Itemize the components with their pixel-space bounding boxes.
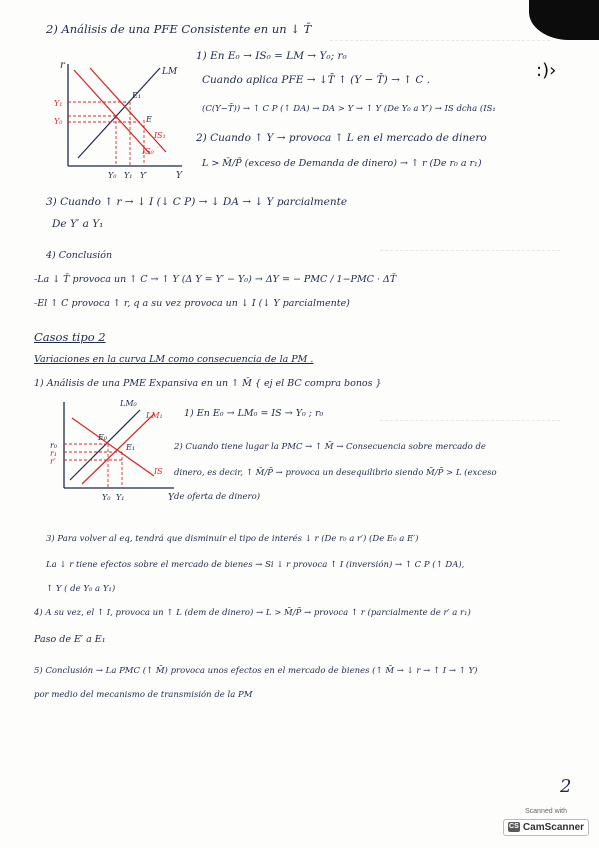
rprime-label: r′ — [50, 457, 56, 466]
text-line: 3) Para volver al eq, tendrá que disminuir el tipo de interés ↓ r (De r₀ a r′) (De E₀ a E′) — [46, 534, 419, 544]
x-y0-label: Y₀ — [102, 493, 111, 502]
camscanner-watermark — [502, 808, 590, 842]
margin-mark: :)› — [536, 60, 557, 81]
text-line: La ↓ r tiene efectos sobre el mercado de bienes → Si ↓ r provoca ↑ I (inversión) → ↑ C P (↑ DA), — [46, 560, 465, 570]
axis-y-label: Y — [176, 171, 182, 181]
text-line: -El ↑ C provoca ↑ r, q a su vez provoca un ↓ I (↓ Y parcialmente) — [34, 298, 350, 309]
text-line: por medio del mecanismo de transmisión de la PM — [34, 690, 253, 700]
e1-label: E₁ — [132, 91, 142, 100]
scan-edge-shadow — [529, 0, 599, 40]
e1-label: E₁ — [126, 443, 136, 452]
e0-label: E₀ — [98, 433, 108, 442]
text-line: 1) En E₀ → IS₀ = LM → Y₀; r₀ — [196, 50, 347, 62]
is-lm-graph-monetary — [46, 396, 186, 506]
e-label: E — [146, 115, 152, 124]
is0-label: IS₀ — [142, 147, 154, 156]
text-line: ↑ Y ( de Y₀ a Y₁) — [46, 584, 116, 594]
cases-heading: 1) Análisis de una PME Expansiva en un ↑ M̄ { ej el BC compra bonos } — [34, 378, 382, 389]
text-line: 4) A su vez, el ↑ I, provoca un ↑ L (dem de dinero) → L > M̄/P̄ → provoca ↑ r (parcialmente de r′ a r₁) — [34, 608, 471, 618]
y1-label: Y₁ — [54, 99, 63, 108]
text-line: De Y′ a Y₁ — [52, 218, 104, 230]
text-line: dinero, es decir, ↑ M̄/P̄ → provoca un desequilibrio siendo M̄/P̄ > L (exceso — [174, 468, 497, 478]
scanned-with-label: Scanned with — [524, 808, 568, 815]
is-label: IS — [154, 467, 163, 476]
bleed-through-line — [330, 40, 550, 42]
x-y1-label: Y₁ — [124, 171, 133, 180]
text-line: 2) Cuando tiene lugar la PMC → ↑ M̄ → Consecuencia sobre mercado de — [174, 442, 486, 452]
axis-y-label: Y — [168, 493, 174, 503]
cases-title: Casos tipo 2 — [34, 330, 106, 344]
text-line: Paso de E′ a E₁ — [34, 634, 106, 645]
section-title: 2) Análisis de una PFE Consistente en un ↓ T̄ — [46, 22, 312, 36]
r0-label: r₀ — [50, 441, 58, 450]
is1-label: IS₁ — [154, 131, 166, 140]
text-line: de oferta de dinero) — [174, 492, 261, 502]
x-y0-label: Y₀ — [108, 171, 117, 180]
camscanner-brand — [503, 819, 589, 836]
camscanner-name: CamScanner — [522, 821, 585, 833]
bleed-through-line — [380, 420, 560, 422]
text-line: L > M̄/P̄ (exceso de Demanda de dinero) → ↑ r (De r₀ a r₁) — [202, 158, 482, 169]
text-line: 4) Conclusión — [46, 250, 113, 261]
text-line: 2) Cuando ↑ Y → provoca ↑ L en el mercado de dinero — [196, 132, 487, 144]
text-line: 5) Conclusión → La PMC (↑ M̄) provoca unos efectos en el mercado de bienes (↑ M̄ → ↓ r → ↑ I → ↑ Y) — [34, 666, 478, 676]
lm-label: LM — [162, 67, 178, 77]
camscanner-logo-icon: CS — [509, 823, 519, 830]
lm1-label: LM₁ — [146, 411, 163, 420]
text-line: -La ↓ T̄ provoca un ↑ C → ↑ Y (Δ Y = Y′ − Y₀) → ΔY = − PMC / 1−PMC · ΔT̄ — [34, 274, 397, 285]
text-line: (C(Y−T̄)) → ↑ C P (↑ DA) → DA > Y → ↑ Y (De Y₀ a Y′) → IS dcha (IS₁ — [202, 104, 496, 114]
lm0-label: LM₀ — [120, 399, 137, 408]
x-y1-label: Y₁ — [116, 493, 125, 502]
y0-label: Y₀ — [54, 117, 63, 126]
axis-r-label: r — [60, 60, 65, 71]
page-number: 2 — [560, 776, 572, 797]
text-line: 1) En E₀ → LM₀ = IS → Y₀ ; r₀ — [184, 408, 324, 419]
text-line: 3) Cuando ↑ r → ↓ I (↓ C P) → ↓ DA → ↓ Y parcialmente — [46, 196, 348, 208]
is-lm-graph-fiscal — [50, 54, 200, 184]
text-line: Cuando aplica PFE → ↓T̄ ↑ (Y − T̄) → ↑ C . — [202, 74, 431, 86]
bleed-through-line — [380, 250, 560, 252]
cases-intro: Variaciones en la curva LM como consecuencia de la PM . — [34, 354, 314, 365]
x-yprime-label: Y′ — [140, 171, 148, 180]
r1-label: r₁ — [50, 449, 58, 458]
